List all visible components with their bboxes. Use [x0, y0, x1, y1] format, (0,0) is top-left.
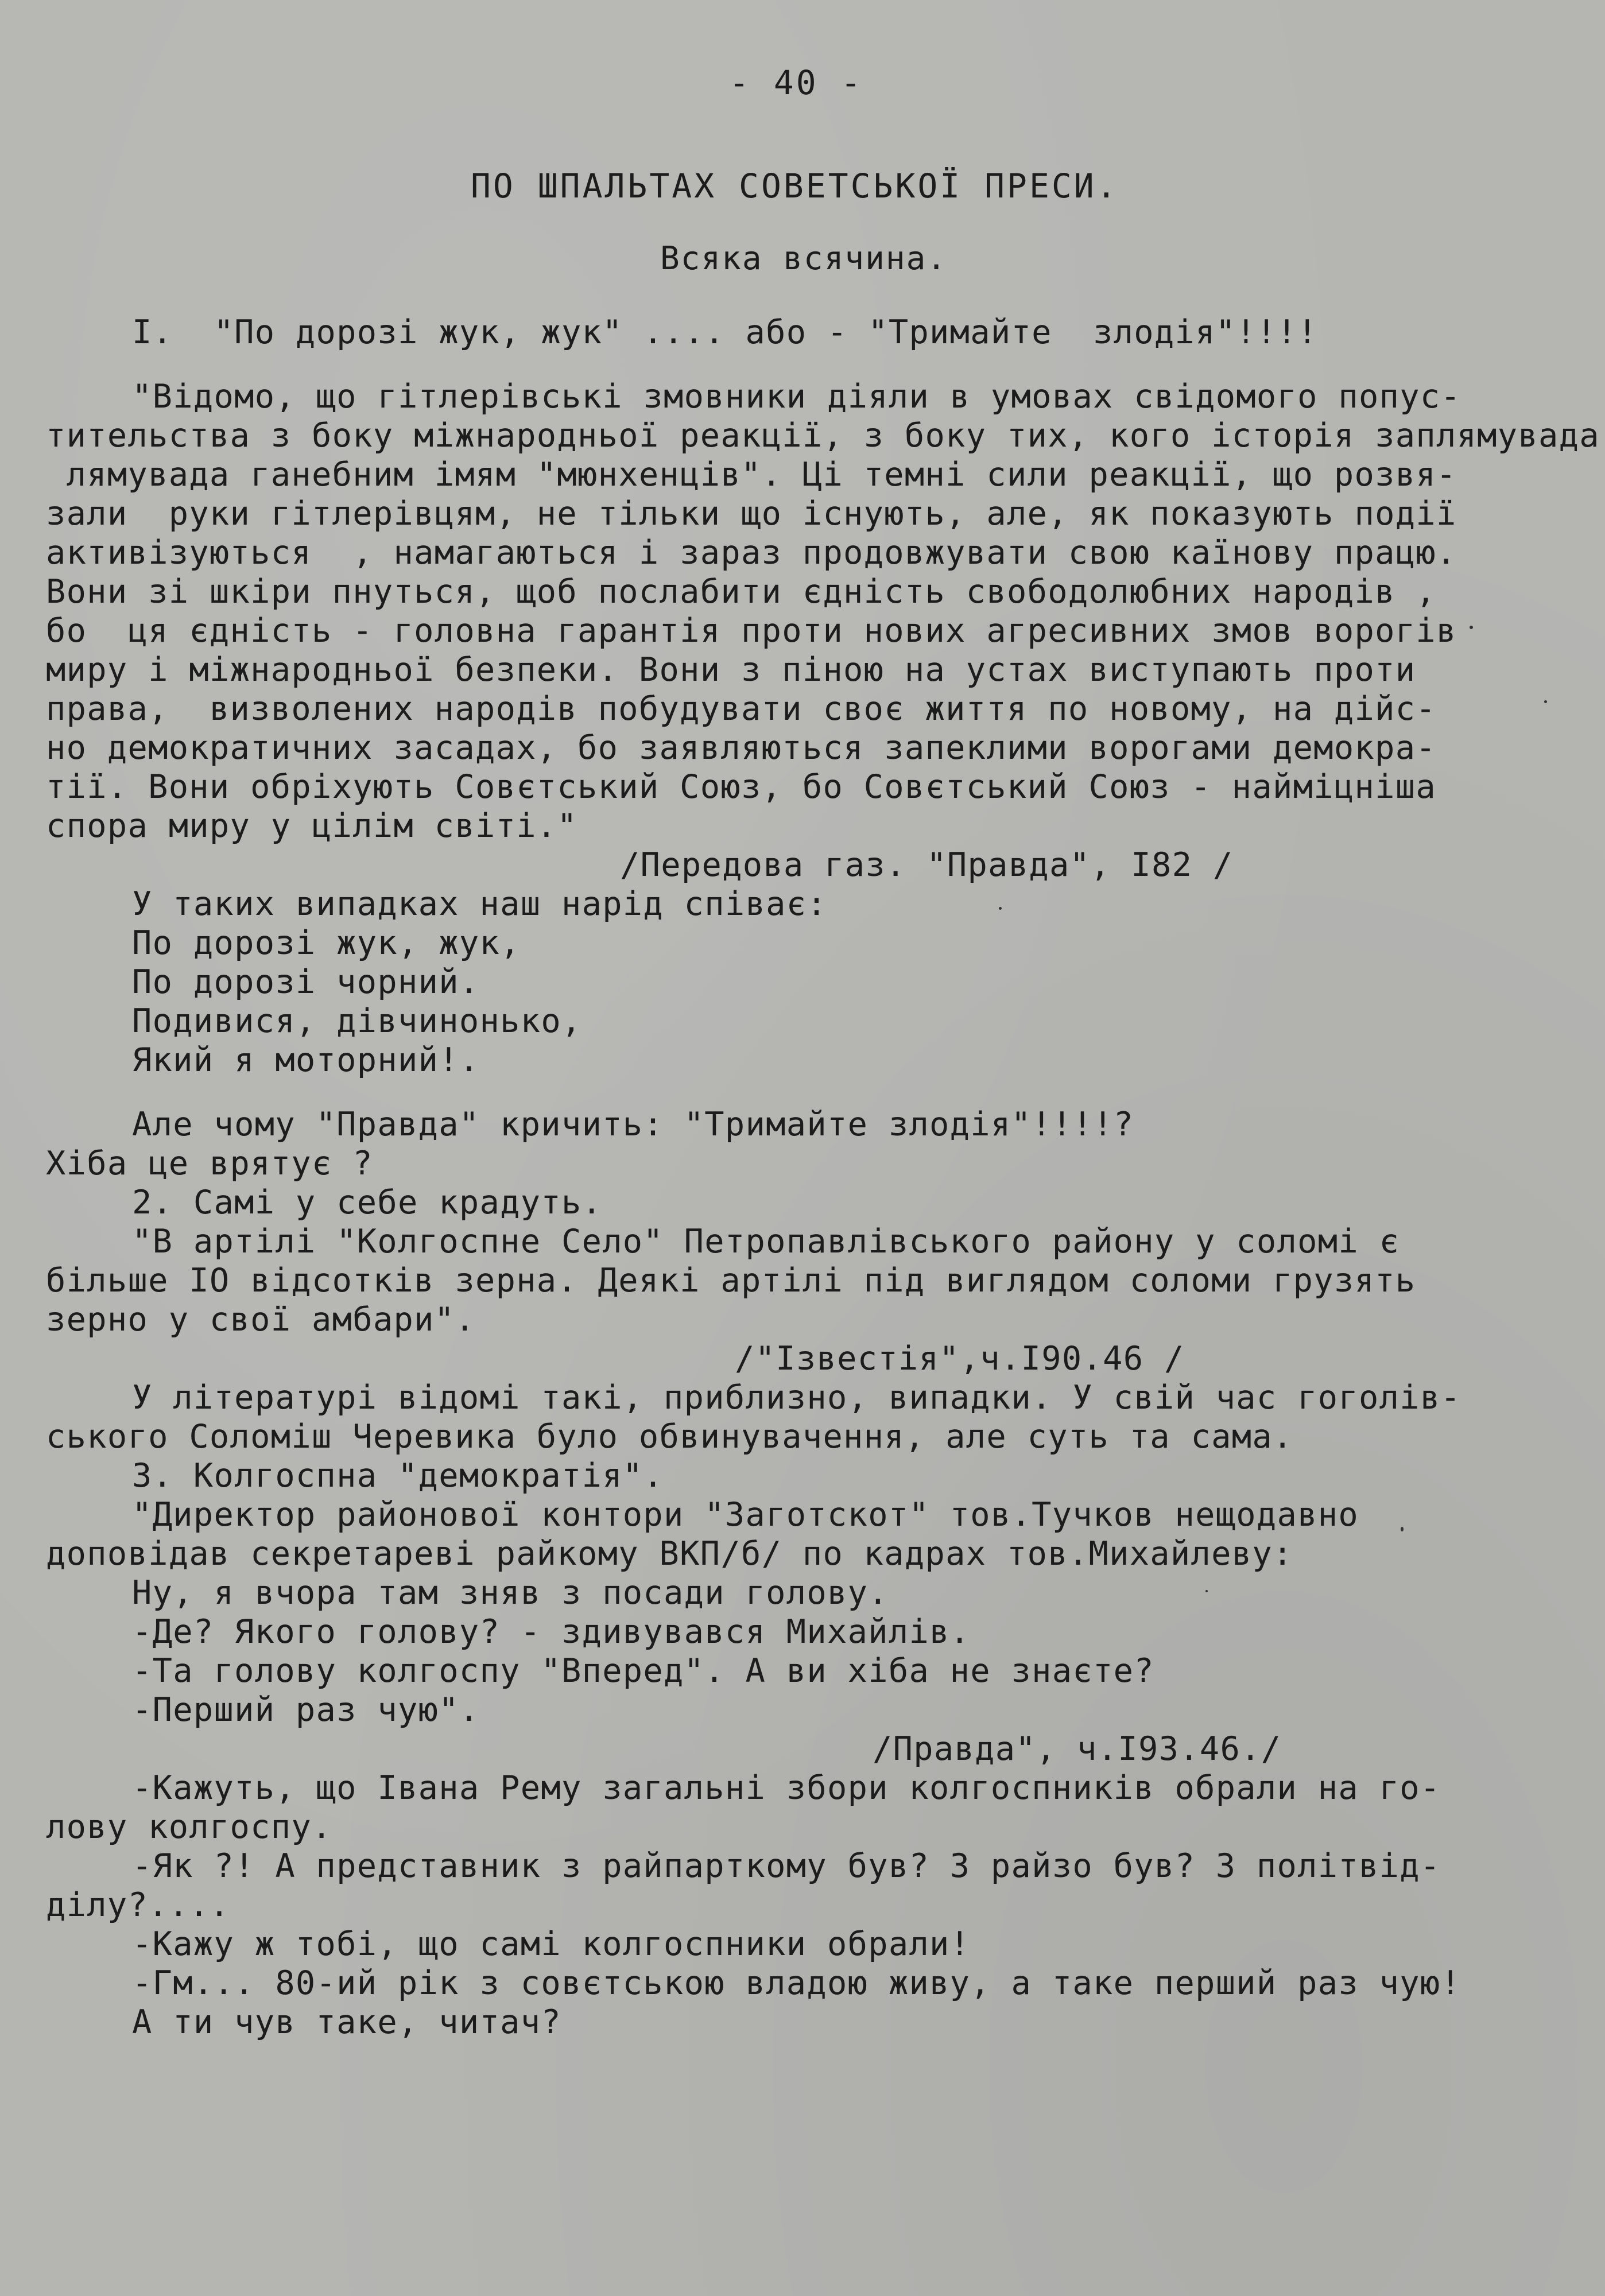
text-line: Який я моторний!. — [132, 1041, 480, 1079]
text-line: ділу?.... — [46, 1886, 230, 1924]
text-line: доповідав секретареві райкому ВКП/б/ по кадрах тов.Михайлеву: — [46, 1535, 1293, 1573]
text-line: -Та голову колгоспу "Вперед". А ви хіба не знаєте? — [132, 1652, 1154, 1690]
text-line: 3. Колгоспна "демократія". — [132, 1457, 664, 1495]
text-line: Подивися, дівчинонько, — [132, 1002, 582, 1040]
text-line: миру і міжнародньої безпеки. Вони з піною на устах виступають проти — [46, 651, 1416, 689]
text-line: -Як ?! А представник з райпарткому був? З райзо був? З політвід- — [132, 1847, 1441, 1885]
text-line: тительства з боку міжнародньої реакції, з боку тих, кого історія заплямувада — [46, 417, 1600, 455]
text-line: -Кажу ж тобі, що самі колгоспники обрали! — [132, 1925, 971, 1963]
text-line: "В артілі "Колгоспне Село" Петропавлівського району у соломі є — [132, 1223, 1400, 1261]
text-line: но демократичних засадах, бо заявляються запеклими ворогами демокра- — [46, 729, 1436, 767]
text-line: Хіба це врятує ? — [46, 1145, 373, 1182]
text-line: /"Ізвестія",ч.I90.46 / — [735, 1340, 1185, 1378]
page-number: - 40 - — [729, 63, 863, 102]
text-line: лямувада ганебним імям "мюнхенців". Ці темні сили реакції, що розвя- — [46, 456, 1457, 494]
text-line: 2. Самі у себе крадуть. — [132, 1184, 603, 1221]
text-line: ського Соломіш Черевика було обвинувачення, але суть та сама. — [46, 1418, 1293, 1456]
text-line: більше IO відсотків зерна. Деякі артілі під виглядом соломи грузять — [46, 1262, 1416, 1300]
body-text — [46, 313, 1600, 2042]
page-subtitle: Всяка всячина. — [660, 240, 948, 277]
text-line: лову колгоспу. — [46, 1808, 332, 1846]
text-line: -Кажуть, що Івана Рему загальні збори колгоспників обрали на го- — [132, 1769, 1441, 1807]
text-line: "Відомо, що гітлерівські змовники діяли в умовах свідомого попус- — [132, 378, 1461, 416]
text-line: Але чому "Правда" кричить: "Тримайте злодія"!!!!? — [132, 1106, 1134, 1143]
text-line: А ти чув таке, читач? — [132, 2003, 561, 2041]
text-line: У таких випадках наш нарід співає: — [132, 885, 827, 923]
text-line: бо ця єдність - головна гарантія проти нових агресивних змов ворогів — [46, 612, 1457, 650]
line-spacer — [46, 1080, 1561, 1105]
text-line: I. "По дорозі жук, жук" .... або - "Тримайте злодія"!!!! — [132, 313, 1318, 351]
page-title: ПО ШПАЛЬТАХ СОВЕТСЬКОЇ ПРЕСИ. — [471, 166, 1119, 205]
text-line: У літературі відомі такі, приблизно, випадки. У свій час гоголів- — [132, 1379, 1461, 1417]
scan-speck — [1401, 1527, 1404, 1531]
text-line: зали руки гітлерівцям, не тільки що існують, але, як показують події — [46, 495, 1457, 533]
scan-speck — [1470, 626, 1473, 629]
text-line: Вони зі шкіри пнуться, щоб послабити єдність свободолюбних народів , — [46, 573, 1436, 611]
text-line: -Перший раз чую". — [132, 1691, 480, 1729]
text-line: По дорозі жук, жук, — [132, 924, 521, 962]
text-line: -Гм... 80-ий рік з совєтською владою живу, а таке перший раз чую! — [132, 1964, 1461, 2002]
text-line: "Директор районової контори "Заготскот" тов.Тучков нещодавно — [132, 1496, 1359, 1534]
line-spacer — [46, 352, 1561, 377]
text-line: права, визволених народів побудувати своє життя по новому, на дійс- — [46, 690, 1436, 728]
scan-speck — [999, 907, 1002, 910]
scan-speck — [1544, 700, 1547, 703]
scan-speck — [1205, 1590, 1208, 1592]
text-line: /Передова газ. "Правда", I82 / — [620, 846, 1234, 884]
text-line: тії. Вони обріхують Совєтський Союз, бо Совєтський Союз - найміцніша — [46, 768, 1436, 806]
text-line: активізуються , намагаються і зараз продовжувати свою каїнову працю. — [46, 534, 1457, 572]
text-line: спора миру у цілім світі." — [46, 807, 578, 845]
text-line: -Де? Якого голову? - здивувався Михайлів. — [132, 1613, 971, 1651]
text-line: /Правда", ч.I93.46./ — [873, 1730, 1282, 1768]
text-line: зерно у свої амбари". — [46, 1301, 475, 1339]
text-line: Ну, я вчора там зняв з посади голову. — [132, 1574, 889, 1612]
text-line: По дорозі чорний. — [132, 963, 480, 1001]
